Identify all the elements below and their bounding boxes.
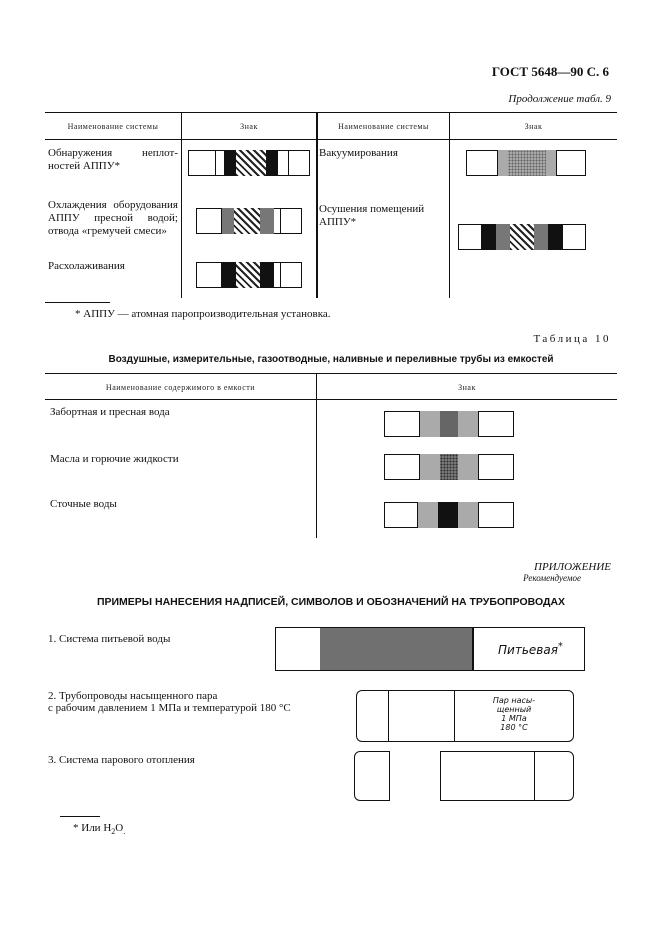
table-top-rule <box>45 112 617 113</box>
table-label: Таблица 10 <box>533 333 611 345</box>
pipe-sign <box>196 208 308 234</box>
content-name: Забортная и пресная вода <box>50 406 170 418</box>
column-header-name: Наименование содержимого в емкости <box>105 383 256 392</box>
footnote: * АППУ — атомная паропроизводительная установка. <box>75 308 331 320</box>
table-header-rule <box>45 399 617 400</box>
footnote: * Или $H_2O_.$ <box>73 822 126 837</box>
stencil-label: Питьевая <box>498 643 558 657</box>
example-label: 1. Система питьевой воды <box>48 633 171 645</box>
column-header-name: Наименование системы <box>338 122 429 131</box>
appendix-label: ПРИЛОЖЕНИЕ <box>534 561 611 573</box>
system-name: Расхолаживания <box>48 260 125 272</box>
example-pipe-gap <box>388 690 454 742</box>
example-pipe-heating-mid <box>440 751 544 801</box>
column-divider <box>316 373 317 538</box>
pipe-sign <box>384 454 514 480</box>
system-name: Вакуумирования <box>319 147 398 159</box>
pipe-sign <box>384 502 514 528</box>
page-header: ГОСТ 5648—90 С. 6 <box>491 64 609 79</box>
column-header-name: Наименование системы <box>67 122 159 131</box>
pipe-sign <box>196 262 308 288</box>
appendix-sublabel: Рекомендуемое <box>523 573 581 583</box>
example-pipe-drinking-water: Питьевая* <box>275 627 585 671</box>
column-header-sign: Знак <box>458 383 476 392</box>
column-divider <box>181 112 182 298</box>
column-divider <box>449 112 450 298</box>
example-label: 2. Трубопроводы насыщенного пара <box>48 690 218 702</box>
pipe-sign <box>188 150 310 176</box>
system-name: Охлаждения оборудования АППУ пресной водой; отвода «гремучей смеси» <box>48 199 178 237</box>
column-header-sign: Знак <box>524 122 543 131</box>
example-pipe-steam-right <box>454 690 574 742</box>
example-label: 3. Система парового отопления <box>48 754 195 766</box>
pipe-cut <box>388 690 389 742</box>
column-divider <box>316 112 318 298</box>
footnote-rule <box>45 302 110 303</box>
pipe-sign <box>458 224 586 250</box>
content-name: Сточные воды <box>50 498 117 510</box>
pipe-cut <box>454 690 455 742</box>
example-label: с рабочим давлением 1 МПа и температурой 180 °С <box>48 702 291 714</box>
pipe-sign <box>466 150 586 176</box>
content-name: Масла и горючие жидкости <box>50 453 179 465</box>
system-name: Осушения помещений АППУ* <box>319 203 425 228</box>
stencil-label: Пар насы- щенный 1 МПа 180 °С <box>492 696 536 732</box>
table-top-rule <box>45 373 617 374</box>
example-pipe-heating-right <box>534 751 574 801</box>
column-header-sign: Знак <box>240 122 258 131</box>
table-header-rule <box>45 139 617 140</box>
table-continuation-label: Продолжение табл. 9 <box>508 93 611 105</box>
appendix-title: ПРИМЕРЫ НАНЕСЕНИЯ НАДПИСЕЙ, СИМВОЛОВ И ОБОЗНАЧЕНИЙ НА ТРУБОПРОВОДАХ <box>96 596 566 608</box>
footnote-rule <box>60 816 100 817</box>
example-pipe-heating-left <box>354 751 390 801</box>
pipe-sign <box>384 411 514 437</box>
table-title: Воздушные, измерительные, газоотводные, наливные и переливные трубы из емкостей <box>108 354 554 365</box>
system-name: Обнаружения неплот- ностей АППУ* <box>48 147 178 172</box>
